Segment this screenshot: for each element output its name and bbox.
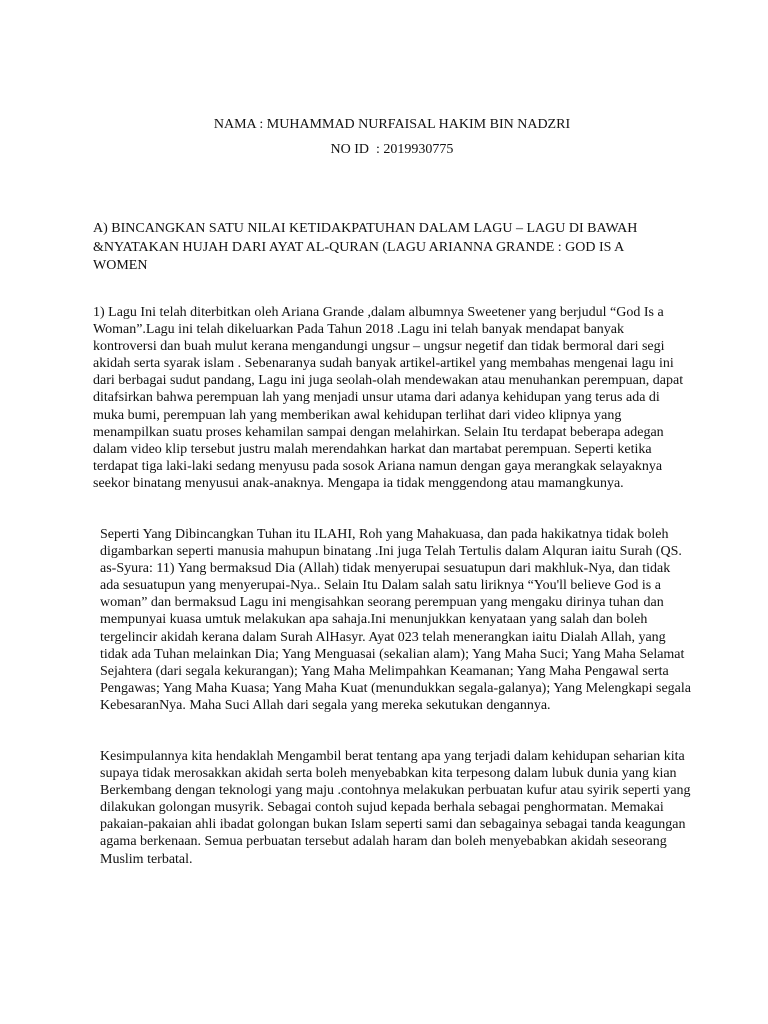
paragraph-argument: Seperti Yang Dibincangkan Tuhan itu ILAHI, Roh yang Mahakuasa, dan pada hakikatnya tidak boleh digambarkan seperti manusia mahupun binatang .Ini juga Telah Tertulis dalam Alquran iaitu Surah (QS. as-Syura: 11) Yang bermaksud Dia (Allah) tidak menyerupai sesuatupun dari makhluk-Nya, dan tidak ada sesuatupun yang menyerupai-Nya.. Selain Itu Dalam salah satu liriknya “You'll believe God is a woman” dan bermaksud Lagu ini mengisahkan seorang perempuan yang mengaku dirinya tuhan dan mempunyai kuasa umtuk melakukan apa sahaja.Ini menunjukkan kenyataan yang salah dan boleh tergelincir akidah kerana dalam Surah AlHasyr. Ayat 023 telah menerangkan iaitu Dialah Allah, yang tidak ada Tuhan melainkan Dia; Yang Menguasai (sekalian alam); Yang Maha Suci; Yang Maha Selamat Sejahtera (dari segala kekurangan); Yang Maha Melimpahkan Keamanan; Yang Maha Pengawal serta Pengawas; Yang Maha Kuasa; Yang Maha Kuat (menundukkan segala-galanya); Yang Melengkapi segala KebesaranNya. Maha Suci Allah dari segala yang mereka sekutukan dengannya.: [100, 527, 691, 713]
paragraph-intro: 1) Lagu Ini telah diterbitkan oleh Ariana Grande ,dalam albumnya Sweetener yang berjudul “God Is a Woman”.Lagu ini telah dikeluarkan Pada Tahun 2018 .Lagu ini telah banyak mendapat banyak kontroversi dan buah mulut kerana mengandungi ungsur – ungsur negetif dan tidak bermoral dari segi akidah serta syarak islam . Sebenaranya sudah banyak artikel-artikel yang membahas mengenai lagu ini dari berbagai sudut pandang, Lagu ini juga seolah-olah mendewakan atau menuhankan perempuan, dapat ditafsirkan bahwa perempuan lah yang menjadi unsur utama dari adanya kehidupan yang terus ada di muka bumi, perempuan lah yang memberikan awal kehidupan terlihat dari video klipnya yang menampilkan suatu proses kehamilan sampai dengan melahirkan. Selain Itu terdapat beberapa adegan dalam video klip tersebut justru malah merendahkan harkat dan martabat perempuan. Seperti ketika terdapat tiga laki-laki sedang menyusu pada sosok Ariana namun dengan gaya merangkak selayaknya seekor binatang menyusui anak-anaknya. Mengapa ia tidak menggendong atau mamangkunya.: [93, 305, 684, 491]
question-heading: A) BINCANGKAN SATU NILAI KETIDAKPATUHAN DALAM LAGU – LAGU DI BAWAH &NYATAKAN HUJAH DARI AYAT AL-QURAN (LAGU ARIANNA GRANDE : GOD IS A WOMEN: [93, 221, 638, 273]
student-id-line: NO ID : 2019930775: [330, 142, 454, 157]
student-name-line: NAMA : MUHAMMAD NURFAISAL HAKIM BIN NADZRI: [213, 117, 571, 132]
paragraph-conclusion: Kesimpulannya kita hendaklah Mengambil berat tentang apa yang terjadi dalam kehidupan seharian kita supaya tidak merosakkan akidah serta boleh menyebabkan kita terpesong dalam lubuk dunia yang kian Berkembang dengan teknologi yang maju .contohnya melakukan perbuatan kufur atau syirik seperti yang dilakukan golongan musyrik. Sebagai contoh sujud kepada berhala sebagai penghormatan. Memakai pakaian-pakaian ahli ibadat golongan bukan Islam seperti sami dan sebagainya sebagai tanda keagungan agama berkenaan. Semua perbuatan tersebut adalah haram dan boleh menyebabkan akidah seseorang Muslim terbatal.: [100, 749, 691, 867]
